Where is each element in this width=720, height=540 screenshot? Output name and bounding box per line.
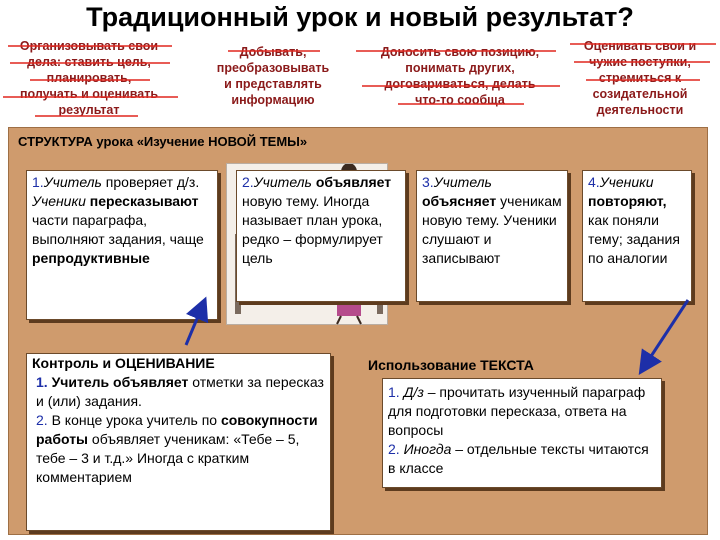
goal-line: Добывать, bbox=[239, 45, 307, 59]
text-use-term: Иногда bbox=[399, 441, 452, 457]
goal-information bbox=[198, 44, 348, 108]
text-use-box bbox=[382, 378, 662, 488]
step-verb: объясняет bbox=[422, 193, 497, 209]
goal-line: информацию bbox=[231, 93, 315, 107]
goal-line: Организовывать свои bbox=[19, 39, 159, 53]
text-use-term: Д/з bbox=[399, 384, 424, 400]
goal-line: Доносить свою позицию, bbox=[380, 45, 540, 59]
control-text: В конце урока учитель по bbox=[47, 412, 221, 428]
control-heading: Контроль и ОЦЕНИВАНИЕ bbox=[32, 355, 215, 371]
step-number: 3. bbox=[422, 174, 434, 190]
goal-organize bbox=[0, 38, 178, 118]
step-text: как поняли тему; задания по аналогии bbox=[588, 212, 680, 266]
step-2-box bbox=[236, 170, 406, 302]
goal-line: Оценивать свои и bbox=[583, 39, 697, 53]
goal-line: деятельности bbox=[596, 103, 684, 117]
step-actor: Ученики bbox=[599, 174, 654, 190]
step-verb: объявляет bbox=[315, 174, 392, 190]
goal-line: преобразовывать bbox=[216, 61, 330, 75]
text-use-heading: Использование ТЕКСТА bbox=[368, 357, 534, 373]
step-number: 4. bbox=[588, 174, 600, 190]
step-text: проверяет д/з. bbox=[101, 174, 200, 190]
step-actor: Учитель bbox=[433, 174, 492, 190]
text-use-number: 1. bbox=[388, 384, 400, 400]
goal-line: чужие поступки, bbox=[589, 55, 691, 69]
step-number: 1. bbox=[32, 174, 44, 190]
control-emphasis: совокупности работы bbox=[36, 412, 318, 447]
goal-line: результат bbox=[58, 103, 120, 117]
goal-line: стремиться к bbox=[598, 71, 682, 85]
step-verb: повторяют, bbox=[588, 193, 667, 209]
step-emphasis: репродуктивные bbox=[32, 250, 150, 266]
step-number: 2. bbox=[242, 174, 254, 190]
step-text: новую тему. Иногда называет план урока, редко – формулирует цель bbox=[242, 193, 383, 266]
slide-title: Традиционный урок и новый результат? bbox=[86, 2, 634, 32]
text-use-text: – отдельные тексты читаются в классе bbox=[388, 441, 649, 476]
goal-line: дела: ставить цель, bbox=[27, 55, 151, 69]
step-1-box bbox=[26, 170, 218, 320]
control-number: 1. bbox=[36, 374, 48, 390]
goal-line: планировать, bbox=[46, 71, 132, 85]
step-4-box bbox=[582, 170, 692, 302]
step-verb: пересказывают bbox=[89, 193, 199, 209]
goal-evaluation bbox=[560, 38, 720, 118]
control-number: 2. bbox=[36, 412, 48, 428]
goal-line: созидательной bbox=[592, 87, 688, 101]
control-verb: Учитель объявляет bbox=[47, 374, 189, 390]
step-text: ученикам новую тему. Ученики слушают и записывают bbox=[422, 193, 562, 266]
goal-line: договариваться, делать bbox=[384, 77, 536, 91]
structure-heading: СТРУКТУРА урока «Изучение НОВОЙ ТЕМЫ» bbox=[18, 134, 308, 149]
text-use-text: – прочитать изученный параграф для подготовки пересказа, ответа на вопросы bbox=[388, 384, 646, 438]
goal-line: получать и оценивать bbox=[19, 87, 159, 101]
text-use-number: 2. bbox=[388, 441, 400, 457]
step-actor: Учитель bbox=[253, 174, 312, 190]
step-actor: Учитель bbox=[43, 174, 102, 190]
goal-line: понимать других, bbox=[405, 61, 515, 75]
goal-line: и представлять bbox=[224, 77, 322, 91]
control-text: отметки за пересказ и (или) задания. bbox=[36, 374, 324, 409]
goal-communication bbox=[355, 44, 565, 108]
goal-line: что-то сообща bbox=[415, 93, 505, 107]
control-text: объявляет ученикам: «Тебе – 5, тебе – 3 и т.д.» Иногда с кратким комментарием bbox=[36, 431, 300, 485]
step-3-box bbox=[416, 170, 568, 302]
step-actor: Ученики bbox=[32, 193, 86, 209]
control-box bbox=[26, 353, 331, 531]
step-text: части параграфа, выполняют задания, чаще bbox=[32, 212, 204, 247]
